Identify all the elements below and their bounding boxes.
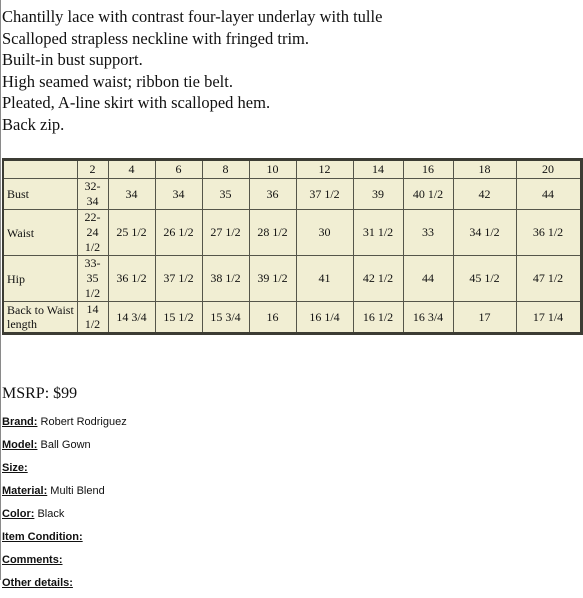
table-cell: 22-24 1/2 <box>77 210 108 256</box>
table-cell: 44 <box>516 179 581 210</box>
table-cell: 32-34 <box>77 179 108 210</box>
detail-value: Robert Rodriguez <box>37 416 127 428</box>
table-cell: 37 1/2 <box>155 256 202 302</box>
description-line: Pleated, A-line skirt with scalloped hem. <box>2 93 271 113</box>
table-cell: 39 1/2 <box>249 256 296 302</box>
table-cell: 44 <box>403 256 453 302</box>
size-header-row <box>3 160 581 179</box>
row-label: Waist <box>3 210 77 256</box>
detail-value: Multi Blend <box>47 485 105 497</box>
table-cell: 42 1/2 <box>353 256 403 302</box>
size-header-cell: 14 <box>353 160 403 179</box>
table-cell: 39 <box>353 179 403 210</box>
table-cell: 37 1/2 <box>296 179 353 210</box>
detail-key: Color: <box>2 508 35 520</box>
table-cell: 36 1/2 <box>516 210 581 256</box>
table-cell: 25 1/2 <box>108 210 155 256</box>
detail-key: Comments: <box>2 554 63 566</box>
table-cell: 34 <box>108 179 155 210</box>
table-row-bust <box>3 179 581 210</box>
table-cell: 30 <box>296 210 353 256</box>
description-line: Built-in bust support. <box>2 50 143 70</box>
table-cell: 16 3/4 <box>403 302 453 334</box>
detail-comments <box>2 552 127 575</box>
detail-value: Black <box>34 508 65 520</box>
table-cell: 17 <box>453 302 516 334</box>
detail-key: Material: <box>2 485 48 497</box>
table-cell: 41 <box>296 256 353 302</box>
table-cell: 36 <box>249 179 296 210</box>
detail-key: Brand: <box>2 416 38 428</box>
row-label: Bust <box>3 179 77 210</box>
table-cell: 15 3/4 <box>202 302 249 334</box>
table-cell: 35 <box>202 179 249 210</box>
corner-cell <box>3 160 77 179</box>
row-label: Back to Waist length <box>3 302 77 334</box>
size-header-cell: 20 <box>516 160 581 179</box>
table-cell: 28 1/2 <box>249 210 296 256</box>
table-cell: 42 <box>453 179 516 210</box>
table-row-waist <box>3 210 581 256</box>
detail-key: Size: <box>2 462 28 474</box>
left-border-rule <box>0 0 1 580</box>
table-cell: 33-35 1/2 <box>77 256 108 302</box>
description-line: Chantilly lace with contrast four-layer underlay with tulle <box>2 7 383 26</box>
detail-brand <box>2 414 127 437</box>
table-cell: 16 1/2 <box>353 302 403 334</box>
size-header-cell: 2 <box>77 160 108 179</box>
size-header-cell: 4 <box>108 160 155 179</box>
size-header-cell: 8 <box>202 160 249 179</box>
table-cell: 14 1/2 <box>77 302 108 334</box>
table-cell: 38 1/2 <box>202 256 249 302</box>
detail-model <box>2 437 127 460</box>
table-cell: 27 1/2 <box>202 210 249 256</box>
table-cell: 45 1/2 <box>453 256 516 302</box>
product-description <box>2 6 382 136</box>
size-header-cell: 6 <box>155 160 202 179</box>
table-cell: 36 1/2 <box>108 256 155 302</box>
detail-key: Model: <box>2 439 38 451</box>
table-cell: 16 <box>249 302 296 334</box>
description-line: Back zip. <box>2 114 65 134</box>
description-line: Scalloped strapless neckline with fringed trim. <box>2 28 310 48</box>
size-header-cell: 18 <box>453 160 516 179</box>
table-cell: 31 1/2 <box>353 210 403 256</box>
table-row-back-to-waist <box>3 302 581 334</box>
detail-item-condition <box>2 529 127 552</box>
detail-value: Ball Gown <box>37 439 91 451</box>
detail-color <box>2 506 127 529</box>
size-header-cell: 12 <box>296 160 353 179</box>
detail-key: Item Condition: <box>2 531 83 543</box>
table-cell: 40 1/2 <box>403 179 453 210</box>
product-details-list <box>2 414 127 598</box>
table-cell: 17 1/4 <box>516 302 581 334</box>
detail-key: Other details: <box>2 577 73 589</box>
detail-other <box>2 575 127 598</box>
size-header-cell: 10 <box>249 160 296 179</box>
table-cell: 34 <box>155 179 202 210</box>
table-cell: 16 1/4 <box>296 302 353 334</box>
table-cell: 33 <box>403 210 453 256</box>
table-cell: 14 3/4 <box>108 302 155 334</box>
size-header-cell: 16 <box>403 160 453 179</box>
detail-material <box>2 483 127 506</box>
table-cell: 47 1/2 <box>516 256 581 302</box>
row-label: Hip <box>3 256 77 302</box>
table-cell: 15 1/2 <box>155 302 202 334</box>
table-row-hip <box>3 256 581 302</box>
table-cell: 26 1/2 <box>155 210 202 256</box>
msrp-price: MSRP: $99 <box>2 385 78 402</box>
detail-size <box>2 460 127 483</box>
description-line: High seamed waist; ribbon tie belt. <box>2 71 233 91</box>
size-chart-table <box>2 158 583 335</box>
table-cell: 34 1/2 <box>453 210 516 256</box>
